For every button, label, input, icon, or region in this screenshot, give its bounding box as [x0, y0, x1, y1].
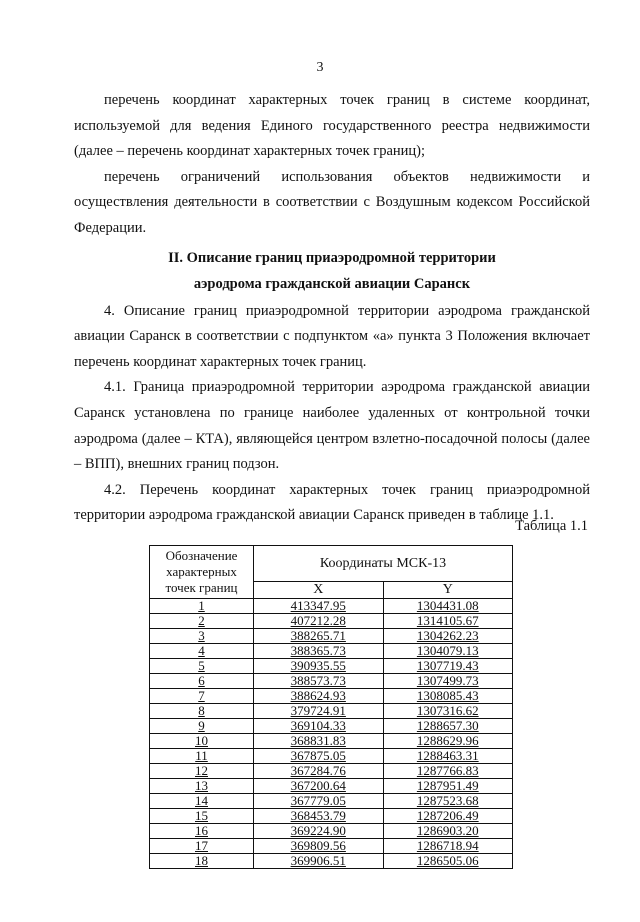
point-number-cell-value: 5	[198, 658, 205, 673]
y-coordinate-cell-value: 1308085.43	[416, 688, 479, 703]
table-row	[150, 644, 513, 659]
x-coordinate-cell-value: 413347.95	[290, 598, 346, 613]
point-number-cell-value: 13	[195, 778, 208, 793]
y-coordinate-cell-value: 1304431.08	[416, 598, 479, 613]
point-number-cell	[150, 779, 254, 794]
y-coordinate-cell-value: 1286505.06	[416, 853, 479, 868]
y-coordinate-cell-value: 1304079.13	[416, 643, 479, 658]
y-coordinate-cell	[383, 854, 513, 869]
x-coordinate-cell	[254, 854, 384, 869]
y-coordinate-cell	[383, 629, 513, 644]
table-row	[150, 734, 513, 749]
point-number-cell-value: 17	[195, 838, 208, 853]
table-row	[150, 719, 513, 734]
table-row	[150, 794, 513, 809]
point-number-cell	[150, 809, 254, 824]
point-number-cell	[150, 854, 254, 869]
point-number-cell-value: 8	[198, 703, 205, 718]
coordinates-table	[149, 545, 513, 869]
y-coordinate-cell-value: 1314105.67	[416, 613, 479, 628]
y-coordinate-cell	[383, 599, 513, 614]
table-header-row	[150, 546, 513, 582]
y-coordinate-cell	[383, 644, 513, 659]
point-number-cell-value: 9	[198, 718, 205, 733]
x-coordinate-cell-value: 390935.55	[290, 658, 346, 673]
y-coordinate-cell-value: 1286903.20	[416, 823, 479, 838]
table-row	[150, 824, 513, 839]
y-coordinate-cell	[383, 794, 513, 809]
paragraph-restrictions-list: перечень ограничений использования объектов недвижимости и осуществления деятельности в соответствии с Воздушным кодексом Российской Федерации.	[74, 168, 590, 236]
x-coordinate-cell-value: 388265.71	[290, 628, 346, 643]
table-row	[150, 629, 513, 644]
point-number-cell	[150, 704, 254, 719]
x-coordinate-cell	[254, 764, 384, 779]
table-row	[150, 854, 513, 869]
table-row	[150, 659, 513, 674]
y-coordinate-cell	[383, 614, 513, 629]
point-number-cell	[150, 794, 254, 809]
section-heading-line-1: II. Описание границ приаэродромной территории	[168, 249, 496, 266]
y-coordinate-cell	[383, 689, 513, 704]
point-number-cell-value: 16	[195, 823, 208, 838]
x-coordinate-cell-value: 388365.73	[290, 643, 346, 658]
paragraph-4-2: 4.2. Перечень координат характерных точек границ приаэродромной территории аэродрома гражданской авиации Саранск приведен в таблице 1.1.	[74, 481, 590, 524]
x-coordinate-cell-value: 367284.76	[290, 763, 346, 778]
y-coordinate-cell	[383, 734, 513, 749]
x-coordinate-cell	[254, 629, 384, 644]
section-heading	[74, 245, 590, 297]
x-coordinate-cell-value: 367200.64	[290, 778, 346, 793]
x-coordinate-cell	[254, 704, 384, 719]
x-coordinate-cell-value: 367875.05	[290, 748, 346, 763]
x-coordinate-cell-value: 369809.56	[290, 838, 346, 853]
x-coordinate-cell	[254, 659, 384, 674]
point-number-cell	[150, 734, 254, 749]
x-coordinate-cell	[254, 824, 384, 839]
x-coordinate-cell-value: 369906.51	[290, 853, 346, 868]
table-row	[150, 614, 513, 629]
x-coordinate-cell	[254, 809, 384, 824]
header-coordinate-system: Координаты МСК-13	[254, 546, 513, 582]
y-coordinate-cell-value: 1286718.94	[416, 838, 479, 853]
y-coordinate-cell-value: 1288463.31	[416, 748, 479, 763]
x-coordinate-cell-value: 388573.73	[290, 673, 346, 688]
point-number-cell-value: 1	[198, 598, 205, 613]
table-row	[150, 749, 513, 764]
y-coordinate-cell	[383, 809, 513, 824]
y-coordinate-cell-value: 1287523.68	[416, 793, 479, 808]
y-coordinate-cell	[383, 764, 513, 779]
x-coordinate-cell	[254, 614, 384, 629]
point-number-cell-value: 3	[198, 628, 205, 643]
x-coordinate-cell-value: 379724.91	[290, 703, 346, 718]
table-row	[150, 674, 513, 689]
point-number-cell	[150, 719, 254, 734]
paragraph-4-1: 4.1. Граница приаэродромной территории аэродрома гражданской авиации Саранск установлена по границе наиболее удаленных от контрольной точки аэродрома (далее – КТА), являющейся центром взлетно-посадочной полосы (далее – ВПП), внешних границ подзон.	[74, 379, 590, 473]
x-coordinate-cell	[254, 749, 384, 764]
point-number-cell-value: 6	[198, 673, 205, 688]
x-coordinate-cell-value: 367779.05	[290, 793, 346, 808]
document-body	[74, 88, 590, 529]
x-coordinate-cell-value: 369224.90	[290, 823, 346, 838]
section-heading-line-2: аэродрома гражданской авиации Саранск	[193, 275, 471, 292]
header-point-designation: Обозначение характерных точек границ	[150, 546, 254, 599]
x-coordinate-cell-value: 368831.83	[290, 733, 346, 748]
point-number-cell-value: 14	[195, 793, 208, 808]
table-row	[150, 599, 513, 614]
point-number-cell	[150, 629, 254, 644]
x-coordinate-cell	[254, 839, 384, 854]
header-x: X	[254, 582, 384, 599]
point-number-cell	[150, 764, 254, 779]
table-body	[150, 599, 513, 869]
y-coordinate-cell-value: 1307499.73	[416, 673, 479, 688]
x-coordinate-cell-value: 407212.28	[290, 613, 346, 628]
point-number-cell-value: 11	[195, 748, 208, 763]
point-number-cell-value: 18	[195, 853, 208, 868]
x-coordinate-cell	[254, 644, 384, 659]
y-coordinate-cell-value: 1287766.83	[416, 763, 479, 778]
y-coordinate-cell-value: 1287951.49	[416, 778, 479, 793]
page-number: 3	[316, 60, 324, 75]
point-number-cell-value: 15	[195, 808, 208, 823]
x-coordinate-cell	[254, 719, 384, 734]
paragraph-coordinates-list: перечень координат характерных точек границ в системе координат, используемой для ведения Единого государственного реестра недвижимости (далее – перечень координат характерных точек границ);	[74, 92, 590, 160]
point-number-cell-value: 7	[198, 688, 205, 703]
y-coordinate-cell	[383, 704, 513, 719]
x-coordinate-cell-value: 368453.79	[290, 808, 346, 823]
x-coordinate-cell	[254, 674, 384, 689]
point-number-cell-value: 2	[198, 613, 205, 628]
y-coordinate-cell-value: 1287206.49	[416, 808, 479, 823]
y-coordinate-cell-value: 1288657.30	[416, 718, 479, 733]
point-number-cell	[150, 674, 254, 689]
y-coordinate-cell	[383, 824, 513, 839]
y-coordinate-cell-value: 1288629.96	[416, 733, 479, 748]
x-coordinate-cell	[254, 794, 384, 809]
y-coordinate-cell	[383, 719, 513, 734]
y-coordinate-cell	[383, 659, 513, 674]
point-number-cell-value: 4	[198, 643, 205, 658]
point-number-cell	[150, 659, 254, 674]
table-row	[150, 779, 513, 794]
table-row	[150, 839, 513, 854]
point-number-cell	[150, 614, 254, 629]
table-caption: Таблица 1.1	[515, 518, 588, 534]
x-coordinate-cell	[254, 689, 384, 704]
x-coordinate-cell-value: 388624.93	[290, 688, 346, 703]
point-number-cell	[150, 644, 254, 659]
y-coordinate-cell-value: 1304262.23	[416, 628, 479, 643]
x-coordinate-cell	[254, 599, 384, 614]
point-number-cell-value: 12	[195, 763, 208, 778]
header-y: Y	[383, 582, 513, 599]
y-coordinate-cell-value: 1307316.62	[416, 703, 479, 718]
table-row	[150, 689, 513, 704]
y-coordinate-cell	[383, 779, 513, 794]
y-coordinate-cell	[383, 749, 513, 764]
point-number-cell	[150, 749, 254, 764]
point-number-cell	[150, 824, 254, 839]
table-row	[150, 704, 513, 719]
x-coordinate-cell	[254, 779, 384, 794]
x-coordinate-cell	[254, 734, 384, 749]
y-coordinate-cell	[383, 839, 513, 854]
paragraph-4: 4. Описание границ приаэродромной территории аэродрома гражданской авиации Саранск в соответствии с подпунктом «а» пункта 3 Положения включает перечень координат характерных точек границ.	[74, 302, 590, 370]
point-number-cell	[150, 599, 254, 614]
point-number-cell-value: 10	[195, 733, 208, 748]
table-row	[150, 809, 513, 824]
y-coordinate-cell	[383, 674, 513, 689]
y-coordinate-cell-value: 1307719.43	[416, 658, 479, 673]
point-number-cell	[150, 689, 254, 704]
x-coordinate-cell-value: 369104.33	[290, 718, 346, 733]
point-number-cell	[150, 839, 254, 854]
table-row	[150, 764, 513, 779]
